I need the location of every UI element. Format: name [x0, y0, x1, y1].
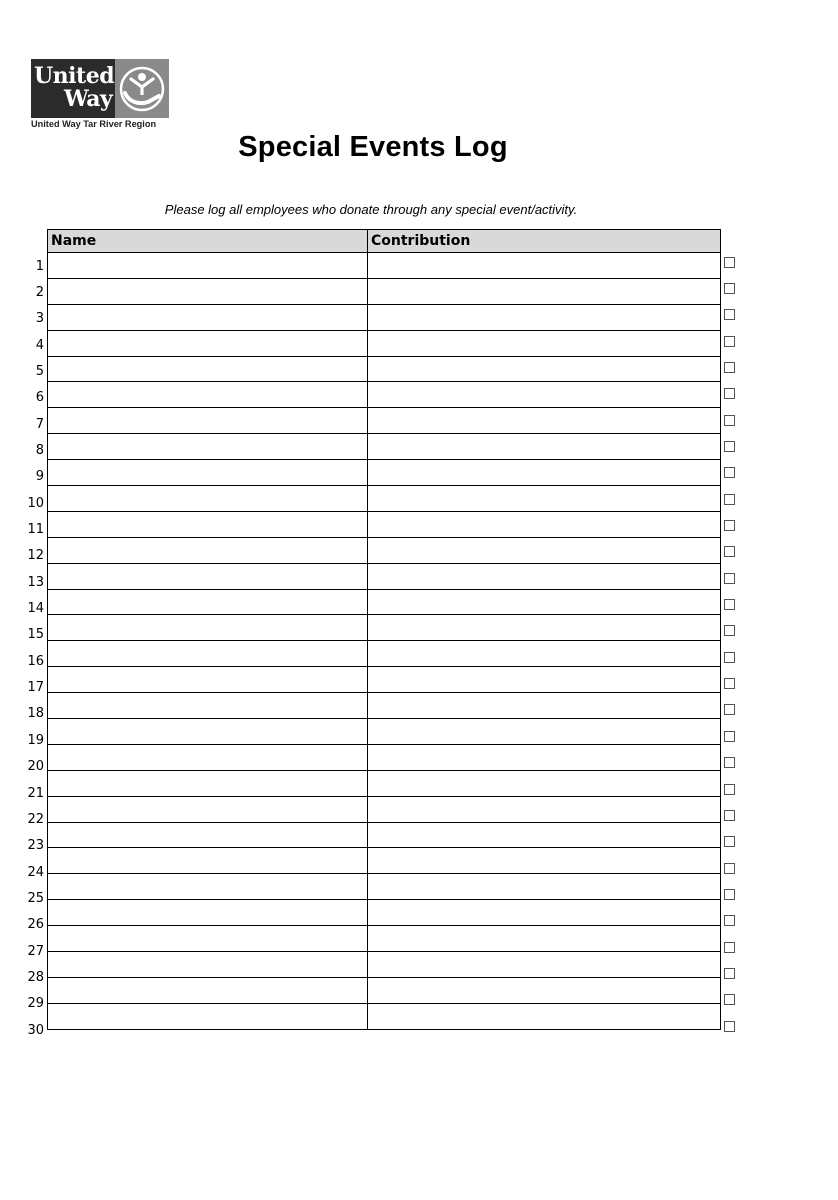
name-cell[interactable]: [48, 874, 368, 900]
contribution-cell[interactable]: [368, 977, 721, 1003]
row-number: 7: [35, 416, 44, 432]
row-checkbox[interactable]: [724, 889, 735, 900]
name-column-header: Name: [48, 230, 368, 253]
row-number: 18: [27, 706, 44, 722]
row-number: 5: [35, 363, 44, 379]
contribution-cell[interactable]: [368, 770, 721, 796]
contribution-cell[interactable]: [368, 253, 721, 279]
contribution-cell[interactable]: [368, 641, 721, 667]
row-checkbox[interactable]: [724, 336, 735, 347]
row-checkbox[interactable]: [724, 678, 735, 689]
table-row: [48, 926, 721, 952]
row-checkbox[interactable]: [724, 494, 735, 505]
row-checkbox[interactable]: [724, 942, 735, 953]
name-cell[interactable]: [48, 977, 368, 1003]
row-checkbox[interactable]: [724, 1021, 735, 1032]
row-number: 6: [35, 390, 44, 406]
table-row: [48, 874, 721, 900]
row-checkbox[interactable]: [724, 625, 735, 636]
name-cell[interactable]: [48, 1003, 368, 1029]
table-row: [48, 977, 721, 1003]
contribution-cell[interactable]: [368, 744, 721, 770]
logo-region-name: United Way Tar River Region: [31, 119, 157, 129]
table-row: [48, 1003, 721, 1029]
row-number: 17: [27, 680, 44, 696]
table-row: [48, 511, 721, 537]
contribution-cell[interactable]: [368, 408, 721, 434]
table-row: [48, 952, 721, 978]
special-events-log-table: [47, 229, 721, 1030]
name-cell[interactable]: [48, 356, 368, 382]
contribution-cell[interactable]: [368, 330, 721, 356]
row-number: 16: [27, 653, 44, 669]
row-number: 26: [27, 917, 44, 933]
name-cell[interactable]: [48, 278, 368, 304]
table-row: [48, 848, 721, 874]
row-checkbox[interactable]: [724, 467, 735, 478]
row-number: 24: [27, 864, 44, 880]
contribution-cell[interactable]: [368, 796, 721, 822]
row-number: 13: [27, 574, 44, 590]
name-cell[interactable]: [48, 434, 368, 460]
table-row: [48, 253, 721, 279]
logo-line-1: United: [34, 63, 115, 89]
contribution-cell[interactable]: [368, 382, 721, 408]
name-cell[interactable]: [48, 486, 368, 512]
table-row: [48, 796, 721, 822]
table-row: [48, 641, 721, 667]
row-number: 2: [35, 284, 44, 300]
row-number: 9: [35, 469, 44, 485]
table-row: [48, 693, 721, 719]
row-number: 10: [27, 495, 44, 511]
name-cell[interactable]: [48, 537, 368, 563]
contribution-cell[interactable]: [368, 615, 721, 641]
name-cell[interactable]: [48, 952, 368, 978]
row-number: 14: [27, 601, 44, 617]
name-cell[interactable]: [48, 304, 368, 330]
contribution-cell[interactable]: [368, 511, 721, 537]
logo-wordmark: [31, 59, 115, 118]
name-cell[interactable]: [48, 822, 368, 848]
row-checkbox[interactable]: [724, 994, 735, 1005]
contribution-cell[interactable]: [368, 460, 721, 486]
table-row: [48, 330, 721, 356]
name-cell[interactable]: [48, 408, 368, 434]
table-row: [48, 667, 721, 693]
contribution-cell[interactable]: [368, 537, 721, 563]
row-number: 19: [27, 732, 44, 748]
contribution-cell[interactable]: [368, 667, 721, 693]
row-checkbox[interactable]: [724, 757, 735, 768]
row-checkbox[interactable]: [724, 415, 735, 426]
row-checkbox[interactable]: [724, 573, 735, 584]
table-row: [48, 356, 721, 382]
row-checkbox[interactable]: [724, 915, 735, 926]
row-checkbox[interactable]: [724, 652, 735, 663]
table-row: [48, 744, 721, 770]
contribution-cell[interactable]: [368, 952, 721, 978]
row-checkbox[interactable]: [724, 441, 735, 452]
name-cell[interactable]: [48, 563, 368, 589]
name-cell[interactable]: [48, 511, 368, 537]
contribution-cell[interactable]: [368, 278, 721, 304]
row-number: 21: [27, 785, 44, 801]
row-checkbox[interactable]: [724, 810, 735, 821]
contribution-cell[interactable]: [368, 900, 721, 926]
name-cell[interactable]: [48, 615, 368, 641]
row-checkbox[interactable]: [724, 863, 735, 874]
table-row: [48, 615, 721, 641]
contribution-cell[interactable]: [368, 589, 721, 615]
contribution-column-header: Contribution: [368, 230, 721, 253]
table-row: [48, 589, 721, 615]
name-cell[interactable]: [48, 253, 368, 279]
row-number: 20: [27, 759, 44, 775]
contribution-cell[interactable]: [368, 822, 721, 848]
name-cell[interactable]: [48, 330, 368, 356]
row-checkbox[interactable]: [724, 546, 735, 557]
row-checkbox[interactable]: [724, 704, 735, 715]
row-number: 3: [35, 311, 44, 327]
name-cell[interactable]: [48, 770, 368, 796]
united-way-logo: [31, 59, 171, 131]
contribution-cell[interactable]: [368, 486, 721, 512]
row-number: 8: [35, 442, 44, 458]
name-cell[interactable]: [48, 900, 368, 926]
table-row: [48, 278, 721, 304]
row-number: 30: [27, 1022, 44, 1038]
row-number: 4: [35, 337, 44, 353]
row-number: 12: [27, 548, 44, 564]
row-number: 11: [27, 522, 44, 537]
row-number: 15: [27, 627, 44, 643]
table-header-row: [48, 230, 721, 253]
contribution-cell[interactable]: [368, 848, 721, 874]
contribution-cell[interactable]: [368, 926, 721, 952]
instructions-text: Please log all employees who donate through any special event/activity.: [164, 202, 578, 217]
row-checkbox[interactable]: [724, 836, 735, 847]
name-cell[interactable]: [48, 693, 368, 719]
united-way-hand-person-icon: [115, 59, 169, 118]
contribution-cell[interactable]: [368, 719, 721, 745]
logo-line-2: Way: [64, 86, 113, 112]
row-checkbox[interactable]: [724, 731, 735, 742]
contribution-cell[interactable]: [368, 1003, 721, 1029]
logo-box: [31, 59, 169, 118]
row-checkbox[interactable]: [724, 257, 735, 268]
row-number: 29: [27, 996, 44, 1012]
table-row: [48, 770, 721, 796]
table-row: [48, 304, 721, 330]
name-cell[interactable]: [48, 382, 368, 408]
contribution-cell[interactable]: [368, 434, 721, 460]
row-number: 28: [27, 969, 44, 985]
name-cell[interactable]: [48, 848, 368, 874]
table-row: [48, 460, 721, 486]
table-row: [48, 900, 721, 926]
row-checkbox[interactable]: [724, 309, 735, 320]
row-checkbox[interactable]: [724, 283, 735, 294]
row-number: 27: [27, 943, 44, 959]
name-cell[interactable]: [48, 589, 368, 615]
row-checkbox[interactable]: [724, 520, 735, 531]
page-title: Special Events Log: [238, 131, 508, 163]
row-checkbox[interactable]: [724, 362, 735, 373]
row-number: 25: [27, 890, 44, 906]
table-row: [48, 408, 721, 434]
table-body: [48, 253, 721, 1030]
table-row: [48, 434, 721, 460]
name-cell[interactable]: [48, 926, 368, 952]
name-cell[interactable]: [48, 744, 368, 770]
table-row: [48, 563, 721, 589]
table-row: [48, 719, 721, 745]
table-row: [48, 537, 721, 563]
table-row: [48, 382, 721, 408]
name-cell[interactable]: [48, 641, 368, 667]
row-number: 22: [27, 811, 44, 827]
row-checkbox[interactable]: [724, 968, 735, 979]
contribution-cell[interactable]: [368, 356, 721, 382]
contribution-cell[interactable]: [368, 304, 721, 330]
row-checkbox[interactable]: [724, 599, 735, 610]
contribution-cell[interactable]: [368, 693, 721, 719]
contribution-cell[interactable]: [368, 563, 721, 589]
table-row: [48, 822, 721, 848]
name-cell[interactable]: [48, 719, 368, 745]
name-cell[interactable]: [48, 796, 368, 822]
contribution-cell[interactable]: [368, 874, 721, 900]
row-number: 1: [35, 258, 44, 274]
table-row: [48, 486, 721, 512]
row-checkbox[interactable]: [724, 784, 735, 795]
name-cell[interactable]: [48, 460, 368, 486]
row-number: 23: [27, 838, 44, 854]
row-checkbox[interactable]: [724, 388, 735, 399]
name-cell[interactable]: [48, 667, 368, 693]
